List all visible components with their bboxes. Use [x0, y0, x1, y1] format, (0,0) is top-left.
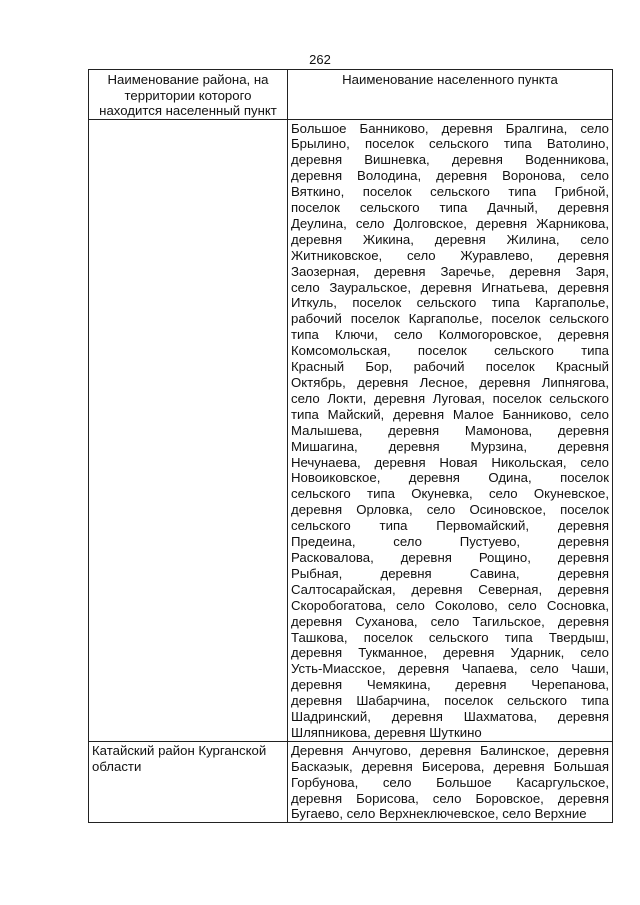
settlements-line: Большое Банниково, деревня Бралгина, село: [291, 120, 609, 136]
settlements-line: деревня Володина, деревня Воронова, село: [291, 168, 609, 184]
settlements-cell: [288, 741, 613, 823]
settlements-line: Нечунаева, деревня Новая Никольская, село: [291, 454, 609, 470]
settlements-cell: [288, 119, 613, 741]
settlements-line: Комсомольская, поселок сельского типа: [291, 343, 609, 359]
settlements-line: деревня Суханова, село Тагильское, деревня: [291, 613, 609, 629]
settlements-line: Скоробогатова, село Соколово, село Сосновка,: [291, 597, 609, 613]
settlements-line: Бугаево, село Верхнеключевское, село Верхние: [291, 806, 587, 822]
settlements-line: Горбунова, село Большое Касаргульское,: [291, 774, 609, 790]
table-row: [89, 741, 613, 823]
settlements-line: Брылино, поселок сельского типа Ватолино,: [291, 136, 609, 152]
settlements-line: деревня Жикина, деревня Жилина, село: [291, 231, 609, 247]
settlements-line: деревня Чемякина, деревня Черепанова,: [291, 677, 609, 693]
settlements-line: деревня Вишневка, деревня Воденникова,: [291, 152, 609, 168]
table-header-row: [89, 70, 613, 120]
page-number: 262: [309, 52, 331, 67]
settlements-line: Красный Бор, рабочий поселок Красный: [291, 359, 609, 375]
settlements-line: Вяткино, поселок сельского типа Грибной,: [291, 184, 609, 200]
settlements-line: Деревня Анчугово, деревня Балинское, деревня: [291, 742, 609, 758]
settlements-line: Заозерная, деревня Заречье, деревня Заря,: [291, 263, 609, 279]
district-column-header: Наименование района, на территории которого находится населенный пункт: [89, 70, 288, 120]
settlements-line: Рыбная, деревня Савина, деревня: [291, 565, 609, 581]
settlements-line: Баскаэык, деревня Бисерова, деревня Большая: [291, 758, 609, 774]
settlements-line: Шадринский, деревня Шахматова, деревня: [291, 709, 609, 725]
settlements-line: Малышева, деревня Мамонова, деревня: [291, 422, 609, 438]
settlements-line: Новоиковское, деревня Одина, поселок: [291, 470, 609, 486]
settlements-line: село Зауральское, деревня Игнатьева, деревня: [291, 279, 609, 295]
settlements-line: Салтосарайская, деревня Северная, деревня: [291, 581, 609, 597]
settlements-line: Деулина, село Долговское, деревня Жарникова,: [291, 215, 609, 231]
settlements-line: деревня Орловка, село Осиновское, поселок: [291, 502, 609, 518]
settlements-line: деревня Борисова, село Боровское, деревня: [291, 790, 609, 806]
settlements-line: сельского типа Окуневка, село Окуневское,: [291, 486, 609, 502]
settlements-line: Октябрь, деревня Лесное, деревня Липнягова,: [291, 375, 609, 390]
settlements-line: типа Ключи, село Колмогоровское, деревня: [291, 327, 609, 343]
settlements-line: Мишагина, деревня Мурзина, деревня: [291, 438, 609, 454]
settlements-line: деревня Шабарчина, поселок сельского типа: [291, 693, 609, 709]
district-cell: [89, 119, 288, 741]
settlements-line: поселок сельского типа Дачный, деревня: [291, 200, 609, 216]
settlements-line: сельского типа Первомайский, деревня: [291, 518, 609, 534]
settlements-line: Расковалова, деревня Рощино, деревня: [291, 549, 609, 565]
settlements-line: село Локти, деревня Луговая, поселок сельского: [291, 390, 609, 406]
settlements-line: деревня Тукманное, деревня Ударник, село: [291, 645, 609, 661]
district-cell: Катайский район Курганской области: [89, 741, 288, 823]
table-row: [89, 119, 613, 741]
settlements-line: Усть-Миасское, деревня Чапаева, село Чаши,: [291, 661, 609, 677]
settlements-line: рабочий поселок Каргаполье, поселок сельского: [291, 311, 609, 327]
settlements-line: типа Майский, деревня Малое Банниково, село: [291, 406, 609, 422]
settlements-line: Предеина, село Пустуево, деревня: [291, 534, 609, 550]
settlements-line: Шляпникова, деревня Шуткино: [291, 724, 482, 740]
table-body: [89, 119, 613, 823]
settlements-line: Житниковское, село Журавлево, деревня: [291, 247, 609, 263]
settlement-column-header: Наименование населенного пункта: [288, 70, 613, 120]
settlements-line: Иткуль, поселок сельского типа Каргаполье,: [291, 295, 609, 311]
settlements-table: [88, 69, 613, 823]
settlements-line: Ташкова, поселок сельского типа Твердыш,: [291, 629, 609, 645]
